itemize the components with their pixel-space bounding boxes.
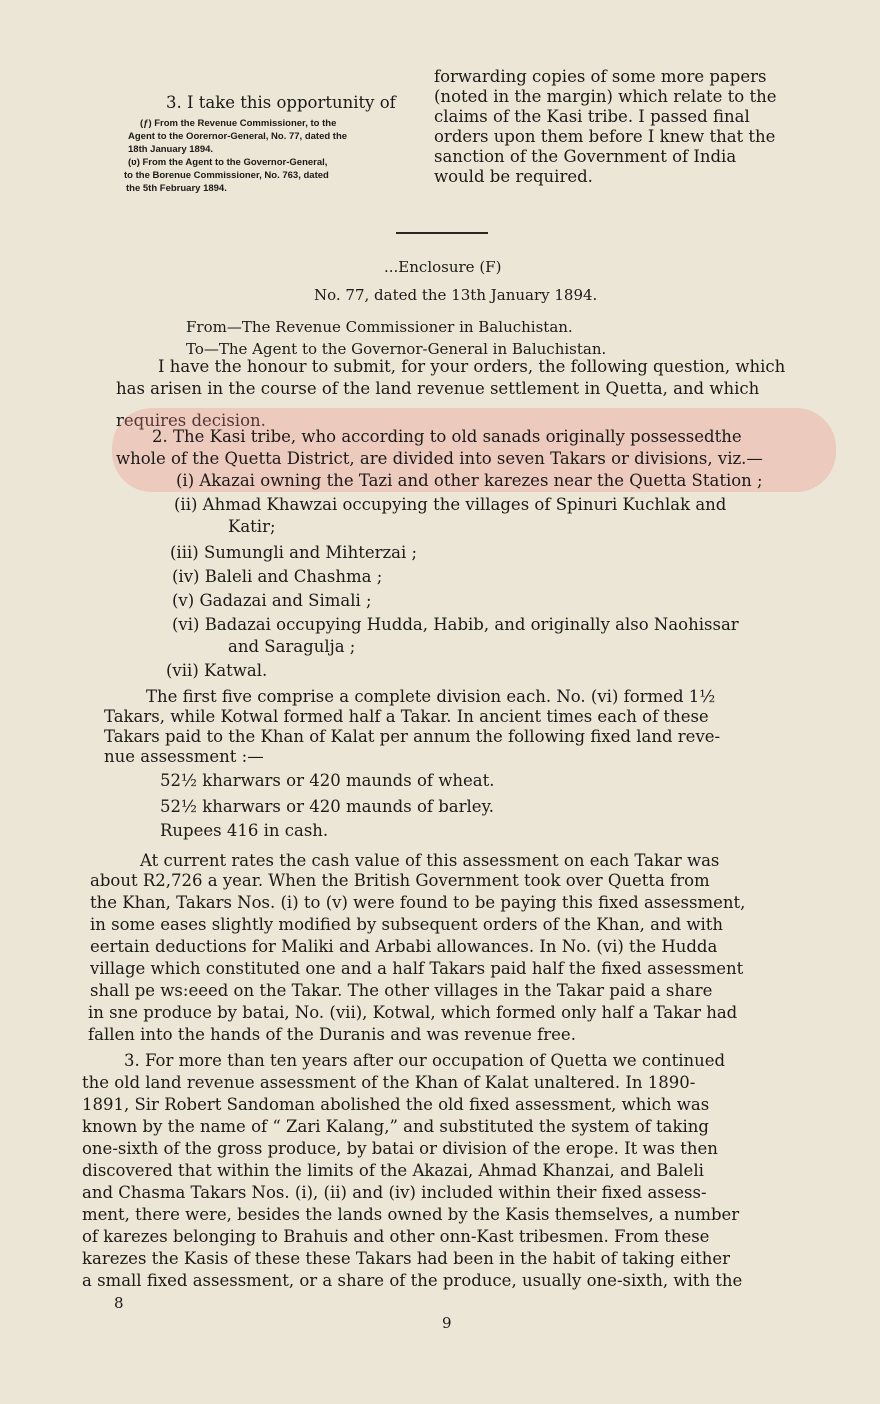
page-number-left: 8 bbox=[114, 1294, 124, 1312]
top-right-line: claims of the Kasi tribe. I passed final bbox=[434, 107, 750, 126]
top-right-line: orders upon them before I knew that the bbox=[434, 127, 776, 146]
takar-item: (ii) Ahmad Khawzai occupying the villages of Spinuri Kuchlak and bbox=[174, 495, 727, 514]
para4-line: fallen into the hands of the Duranis and was revenue free. bbox=[88, 1025, 576, 1044]
top-right-line: forwarding copies of some more papers bbox=[434, 67, 767, 86]
para1-line: I have the honour to submit, for your orders, the following question, which bbox=[158, 357, 786, 376]
takar-item: (iii) Sumungli and Mihterzai ; bbox=[170, 543, 418, 562]
para5-line: one-sixth of the gross produce, by batai or division of the erope. It was then bbox=[82, 1139, 718, 1158]
assessment-line: 52½ kharwars or 420 maunds of wheat. bbox=[160, 771, 495, 790]
para4-line: village which constituted one and a half Takars paid half the fixed assessment bbox=[90, 959, 744, 978]
para5-line: 3. For more than ten years after our occupation of Quetta we continued bbox=[124, 1051, 726, 1070]
para3-line: nue assessment :— bbox=[104, 747, 264, 766]
page-number-center: 9 bbox=[442, 1314, 452, 1332]
para5-line: karezes the Kasis of these these Takars had been in the habit of taking either bbox=[82, 1249, 731, 1268]
margin-note: (ƒ) From the Revenue Commissioner, to the bbox=[140, 118, 337, 129]
section-divider bbox=[396, 232, 488, 234]
top-right-line: sanction of the Government of India bbox=[434, 147, 737, 166]
margin-note: Agent to the Oorernor-General, No. 77, dated the bbox=[128, 131, 348, 142]
para5-line: a small fixed assessment, or a share of the produce, usually one-sixth, with the bbox=[82, 1271, 743, 1290]
margin-note: (ʋ) From the Agent to the Governor-General, bbox=[128, 157, 328, 168]
para4-line: the Khan, Takars Nos. (i) to (v) were found to be paying this fixed assessment, bbox=[90, 893, 746, 912]
para4-line: shall pe ws:eeed on the Takar. The other villages in the Takar paid a share bbox=[90, 981, 713, 1000]
para5-line: of karezes belonging to Brahuis and other onn-Kast tribesmen. From these bbox=[82, 1227, 710, 1246]
para4-line: At current rates the cash value of this assessment on each Takar was bbox=[140, 851, 720, 870]
para3-line: The first five comprise a complete division each. No. (vi) formed 1½ bbox=[146, 687, 716, 706]
takar-item: (vii) Katwal. bbox=[166, 661, 268, 680]
takar-item: (vi) Badazai occupying Hudda, Habib, and originally also Naohissar bbox=[172, 615, 739, 634]
enclosure-number: No. 77, dated the 13th January 1894. bbox=[314, 286, 598, 304]
takar-item: and Saragulja ; bbox=[228, 637, 356, 656]
para4-line: about R2,726 a year. When the British Government took over Quetta from bbox=[90, 871, 710, 890]
margin-note: the 5th February 1894. bbox=[126, 183, 227, 194]
para4-line: eertain deductions for Maliki and Arbabi allowances. In No. (vi) the Hudda bbox=[90, 937, 718, 956]
para4-line: in some eases slightly modified by subsequent orders of the Khan, and with bbox=[90, 915, 724, 934]
para5-line: the old land revenue assessment of the Khan of Kalat unaltered. In 1890- bbox=[82, 1073, 696, 1092]
para5-line: discovered that within the limits of the Akazai, Ahmad Khanzai, and Baleli bbox=[82, 1161, 704, 1180]
para5-line: ment, there were, besides the lands owned by the Kasis themselves, a number bbox=[82, 1205, 740, 1224]
assessment-line: Rupees 416 in cash. bbox=[160, 821, 329, 840]
enclosure-heading: ...Enclosure (F) bbox=[384, 258, 502, 276]
margin-note: 18th January 1894. bbox=[128, 144, 214, 155]
para5-line: and Chasma Takars Nos. (i), (ii) and (iv) included within their fixed assess- bbox=[82, 1183, 707, 1202]
para4-line: in sne produce by batai, No. (vii), Kotwal, which formed only half a Takar had bbox=[88, 1003, 738, 1022]
from-line: From—The Revenue Commissioner in Baluchistan. bbox=[186, 318, 573, 336]
para2-line: whole of the Quetta District, are divided into seven Takars or divisions, viz.— bbox=[116, 449, 763, 468]
para1-line: has arisen in the course of the land revenue settlement in Quetta, and which bbox=[116, 379, 760, 398]
para5-line: known by the name of “ Zari Kalang,” and substituted the system of taking bbox=[82, 1117, 709, 1136]
margin-note: to the Borenue Commissioner, No. 763, dated bbox=[124, 170, 329, 181]
para3-line: Takars paid to the Khan of Kalat per annum the following fixed land reve- bbox=[104, 727, 721, 746]
assessment-line: 52½ kharwars or 420 maunds of barley. bbox=[160, 797, 494, 816]
top-right-line: would be required. bbox=[434, 167, 593, 186]
top-lead-text: 3. I take this opportunity of bbox=[166, 93, 396, 112]
para5-line: 1891, Sir Robert Sandoman abolished the old fixed assessment, which was bbox=[82, 1095, 710, 1114]
takar-item: (iv) Baleli and Chashma ; bbox=[172, 567, 383, 586]
takar-item: (v) Gadazai and Simali ; bbox=[172, 591, 372, 610]
para1-line: requires decision. bbox=[116, 411, 266, 430]
takar-item: (i) Akazai owning the Tazi and other karezes near the Quetta Station ; bbox=[176, 471, 763, 490]
para3-line: Takars, while Kotwal formed half a Takar. In ancient times each of these bbox=[104, 707, 709, 726]
to-line: To—The Agent to the Governor-General in Baluchistan. bbox=[186, 340, 607, 358]
takar-item: Katir; bbox=[228, 517, 276, 536]
para2-line: 2. The Kasi tribe, who according to old sanads originally possessedthe bbox=[152, 427, 742, 446]
top-right-line: (noted in the margin) which relate to the bbox=[434, 87, 777, 106]
